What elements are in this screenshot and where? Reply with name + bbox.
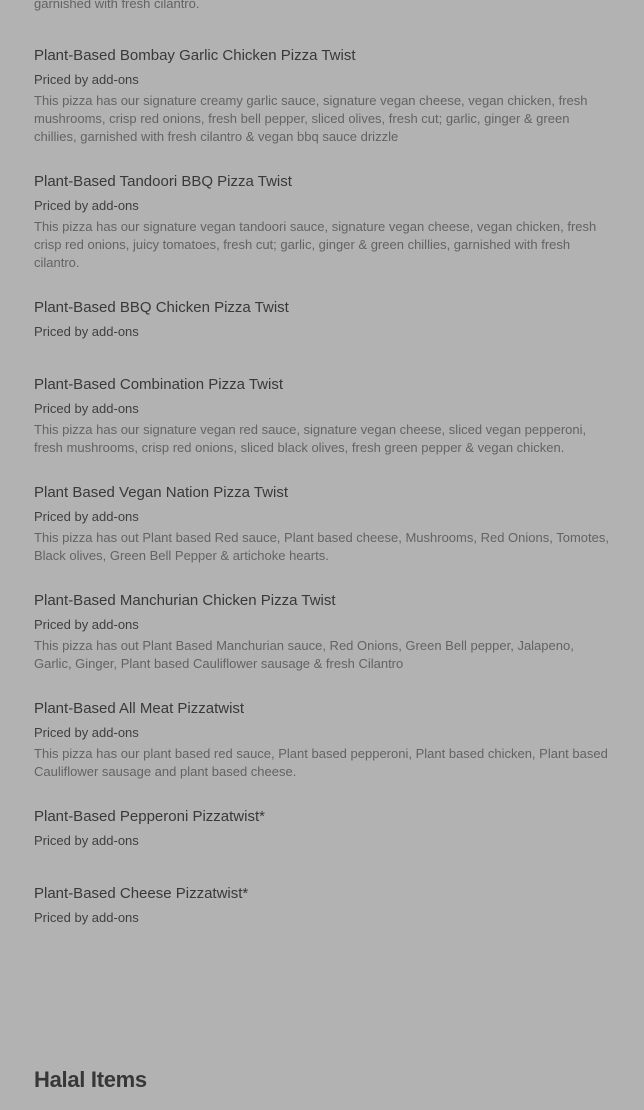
menu-item-price: Priced by add-ons bbox=[34, 72, 139, 87]
menu-item-description: This pizza has our plant based red sauce, Plant based pepperoni, Plant based chicken, Plant based Cauliflower sausage and plant based cheese. bbox=[34, 746, 608, 779]
section-heading-halal-items: Halal Items bbox=[34, 1067, 147, 1092]
menu-item[interactable] bbox=[34, 699, 614, 781]
menu-item-title: Plant-Based Manchurian Chicken Pizza Twist bbox=[34, 592, 336, 609]
menu-item-price: Priced by add-ons bbox=[34, 617, 139, 632]
previous-item-description: garnished with fresh cilantro. bbox=[34, 0, 200, 11]
menu-item-price: Priced by add-ons bbox=[34, 910, 139, 925]
menu-item-title: Plant-Based BBQ Chicken Pizza Twist bbox=[34, 299, 289, 316]
menu-item[interactable] bbox=[34, 591, 614, 673]
menu-item-description: This pizza has our signature vegan red sauce, signature vegan cheese, sliced vegan pepperoni, fresh mushrooms, crisp red onions, sliced black olives, fresh green pepper & vegan chicken. bbox=[34, 422, 587, 455]
menu-item-price: Priced by add-ons bbox=[34, 324, 139, 339]
menu-item[interactable] bbox=[34, 884, 614, 926]
menu-item-title: Plant-Based Bombay Garlic Chicken Pizza Twist bbox=[34, 47, 356, 64]
menu-item[interactable] bbox=[34, 807, 614, 849]
menu-item-title: Plant-Based Combination Pizza Twist bbox=[34, 376, 284, 393]
menu-item-title: Plant-Based Pepperoni Pizzatwist* bbox=[34, 808, 265, 825]
menu-list bbox=[34, 46, 614, 961]
menu-item-price: Priced by add-ons bbox=[34, 725, 139, 740]
menu-item[interactable] bbox=[34, 375, 614, 457]
menu-item-price: Priced by add-ons bbox=[34, 401, 139, 416]
menu-item-price: Priced by add-ons bbox=[34, 833, 139, 848]
menu-item-title: Plant Based Vegan Nation Pizza Twist bbox=[34, 484, 289, 501]
menu-item-price: Priced by add-ons bbox=[34, 198, 139, 213]
menu-item-description: This pizza has out Plant Based Manchurian sauce, Red Onions, Green Bell pepper, Jalapeno, Garlic, Ginger, Plant based Cauliflower sausage & fresh Cilantro bbox=[34, 638, 574, 671]
menu-item[interactable] bbox=[34, 46, 614, 146]
menu-item-title: Plant-Based Cheese Pizzatwist* bbox=[34, 885, 249, 902]
menu-item-description: This pizza has our signature creamy garlic sauce, signature vegan cheese, vegan chicken, fresh mushrooms, crisp red onions, fresh bell pepper, sliced olives, fresh cut; garlic, ginger & green chillies, garnished with fresh cilantro & vegan bbq sauce drizzle bbox=[34, 93, 588, 144]
menu-item[interactable] bbox=[34, 172, 614, 272]
menu-item-price: Priced by add-ons bbox=[34, 509, 139, 524]
menu-item-description: This pizza has our signature vegan tandoori sauce, signature vegan cheese, vegan chicken, fresh crisp red onions, juicy tomatoes, fresh cut; garlic, ginger & green chillies, garnished with fresh cilantro. bbox=[34, 219, 597, 270]
menu-item[interactable] bbox=[34, 298, 614, 340]
menu-item-title: Plant-Based Tandoori BBQ Pizza Twist bbox=[34, 173, 292, 190]
menu-item-title: Plant-Based All Meat Pizzatwist bbox=[34, 700, 245, 717]
menu-item-description: This pizza has out Plant based Red sauce, Plant based cheese, Mushrooms, Red Onions, Tomotes, Black olives, Green Bell Pepper & artichoke hearts. bbox=[34, 530, 609, 563]
menu-item[interactable] bbox=[34, 483, 614, 565]
